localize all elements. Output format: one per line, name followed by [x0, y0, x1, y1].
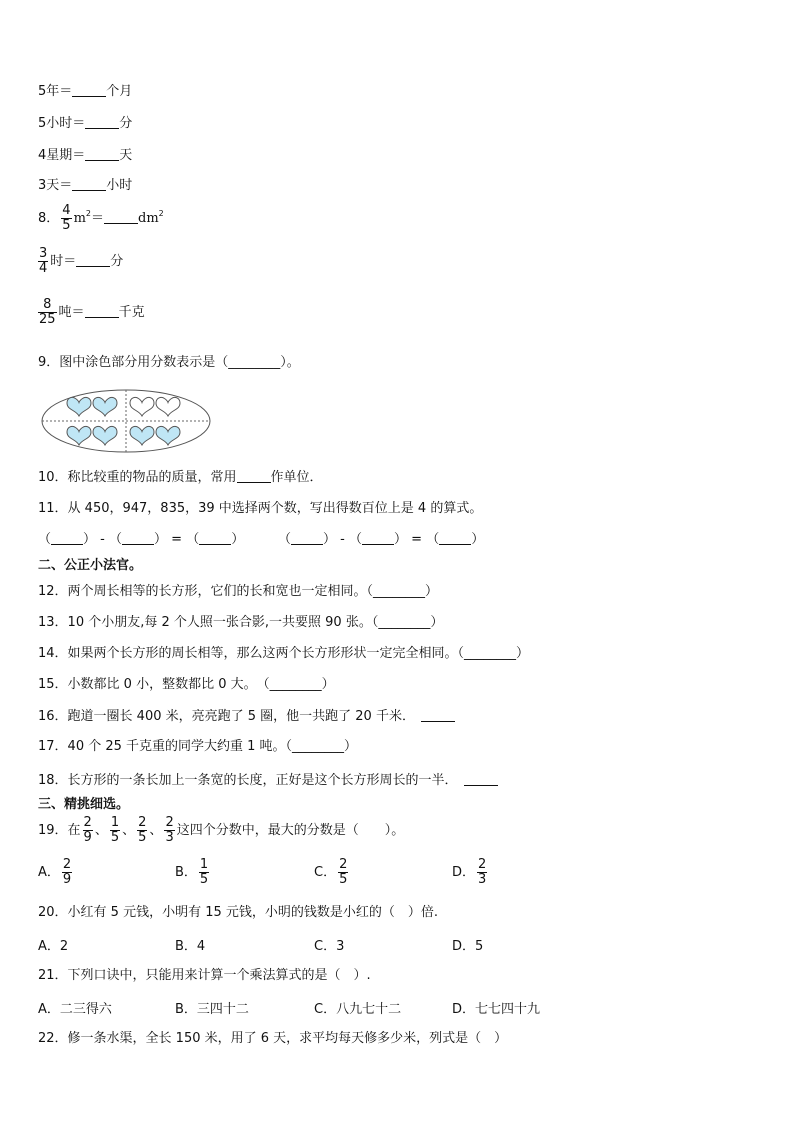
conv-line-2: [38, 114, 132, 133]
question-text: 18．长方形的一条长加上一条宽的长度，正好是这个长方形周长的一半．: [38, 773, 458, 788]
paren-open: （: [38, 532, 52, 547]
minus-sign: -: [96, 532, 109, 547]
conv-2-unit: 分: [119, 116, 133, 131]
fraction-denominator: 25: [39, 312, 56, 327]
fraction-numerator: 8: [43, 297, 52, 312]
fraction-numerator: 3: [39, 246, 48, 261]
option-d[interactable]: D．七七四十九: [452, 1002, 541, 1017]
question-text-end: 作单位．: [270, 470, 323, 485]
answer-blank[interactable]: ________: [228, 355, 281, 370]
answer-blank[interactable]: [85, 114, 119, 129]
unit-text: 吨＝: [58, 305, 85, 320]
fraction-numerator: 2: [138, 815, 147, 830]
paren-open: （: [186, 532, 200, 547]
fraction: [137, 816, 147, 845]
conv-4-text: 3天＝: [38, 178, 73, 193]
paren-open: （: [278, 532, 292, 547]
heart-empty-icon: [130, 397, 154, 416]
answer-blank[interactable]: [464, 771, 498, 786]
answer-blank[interactable]: [421, 707, 455, 722]
answer-blank[interactable]: [122, 530, 154, 545]
question-text-end: ）。: [280, 355, 300, 370]
heart-filled-icon: [93, 397, 117, 416]
option-a[interactable]: A．2: [38, 939, 69, 954]
question-text: 10．称比较重的物品的质量，常用: [38, 470, 237, 485]
question-8b: [38, 247, 123, 276]
conv-line-4: [38, 176, 132, 195]
answer-blank[interactable]: [51, 530, 83, 545]
paren-open: （: [349, 532, 363, 547]
equals-sign: ＝: [90, 211, 104, 226]
answer-blank[interactable]: [237, 468, 271, 483]
question-8a: [38, 204, 164, 233]
question-19: [38, 816, 404, 845]
option-c[interactable]: [314, 858, 350, 887]
option-b[interactable]: [175, 858, 211, 887]
unit-text: m: [73, 211, 86, 226]
fraction: [62, 858, 72, 887]
question-number: 8．: [38, 211, 60, 226]
fraction-denominator: 5: [110, 830, 120, 845]
question-22: 22．修一条水渠，全长 150 米，用了 6 天，求平均每天修多少米，列式是（ ）: [38, 1031, 508, 1046]
question-text-end: 这四个分数中，最大的分数是（ ）。: [176, 823, 405, 838]
fraction: [164, 816, 174, 845]
heart-filled-icon: [67, 397, 91, 416]
answer-blank[interactable]: [72, 82, 106, 97]
paren-close: ）: [471, 532, 485, 547]
conv-3-unit: 天: [119, 148, 133, 163]
paren-close: ）: [231, 532, 245, 547]
question-11: 11．从 450，947，835，39 中选择两个数，写出得数百位上是 4 的算式。: [38, 501, 483, 516]
conv-4-unit: 小时: [106, 178, 133, 193]
option-label: C．: [314, 865, 337, 880]
question-20: 20．小红有 5 元钱，小明有 15 元钱，小明的钱数是小红的（ ）倍.: [38, 905, 439, 920]
question-16: [38, 707, 455, 726]
option-b[interactable]: B．4: [175, 939, 206, 954]
paren-close: ）: [154, 532, 168, 547]
heart-filled-icon: [93, 426, 117, 445]
option-d[interactable]: D．5: [452, 939, 484, 954]
heart-empty-icon: [156, 397, 180, 416]
unit-superscript: 2: [158, 209, 164, 218]
heart-filled-icon: [156, 426, 180, 445]
fraction-numerator: 2: [478, 857, 487, 872]
unit-text: dm: [138, 211, 159, 226]
fraction: [61, 204, 71, 233]
fraction-numerator: 1: [110, 815, 120, 830]
fraction-numerator: 2: [339, 857, 348, 872]
question-10: [38, 468, 323, 487]
option-a[interactable]: [38, 858, 74, 887]
fraction-numerator: 2: [165, 815, 174, 830]
heart-filled-icon: [130, 426, 154, 445]
unit-text: 分: [110, 254, 124, 269]
fraction-denominator: 3: [165, 830, 174, 845]
fraction: [38, 247, 48, 276]
paren-open: （: [109, 532, 123, 547]
question-11-expression-2: [278, 530, 484, 549]
answer-blank[interactable]: [85, 146, 119, 161]
question-8c: [38, 298, 145, 327]
fraction-denominator: 9: [62, 872, 72, 887]
equals-sign: =: [407, 532, 427, 547]
fraction-denominator: 9: [83, 830, 92, 845]
option-a[interactable]: A．二三得六: [38, 1002, 112, 1017]
paren-close: ）: [83, 532, 97, 547]
answer-blank[interactable]: [439, 530, 471, 545]
fraction-numerator: 2: [62, 857, 72, 872]
option-label: B．: [175, 865, 197, 880]
conv-3-text: 4星期＝: [38, 148, 86, 163]
conv-1-text: 5年＝: [38, 84, 73, 99]
separator: 、: [94, 823, 108, 838]
section-heading-3: 三、精挑细选。: [38, 797, 130, 812]
fraction: [477, 858, 487, 887]
fraction-denominator: 5: [138, 830, 147, 845]
answer-blank[interactable]: [76, 252, 110, 267]
fraction-denominator: 5: [62, 218, 71, 233]
option-b[interactable]: B．三四十二: [175, 1002, 249, 1017]
question-14: 14．如果两个长方形的周长相等，那么这两个长方形形状一定完全相同。（________）: [38, 646, 530, 661]
option-d[interactable]: [452, 858, 489, 887]
unit-text: 千克: [118, 305, 145, 320]
fraction: [199, 858, 209, 887]
section-heading-2: 二、公正小法官。: [38, 558, 143, 573]
conv-line-1: [38, 82, 132, 101]
question-9: [38, 354, 300, 372]
minus-sign: -: [336, 532, 349, 547]
question-18: [38, 771, 498, 790]
fraction-numerator: 4: [62, 203, 71, 218]
fraction-numerator: 1: [199, 857, 209, 872]
answer-blank[interactable]: [72, 176, 106, 191]
fraction-denominator: 5: [199, 872, 209, 887]
option-label: D．: [452, 865, 476, 880]
separator: 、: [122, 823, 136, 838]
fraction: [338, 858, 348, 887]
fraction-denominator: 3: [478, 872, 487, 887]
unit-superscript: 2: [85, 209, 91, 218]
fraction-denominator: 4: [39, 261, 48, 276]
question-12: 12．两个周长相等的长方形，它们的长和宽也一定相同。（________）: [38, 584, 439, 599]
paren-open: （: [426, 532, 440, 547]
answer-blank[interactable]: [104, 209, 138, 224]
fraction: [110, 816, 120, 845]
fraction-denominator: 5: [339, 872, 348, 887]
fraction-numerator: 2: [83, 815, 92, 830]
heart-ellipse-figure: [40, 388, 212, 454]
fraction: [83, 816, 93, 845]
conv-2-text: 5小时＝: [38, 116, 86, 131]
fraction: [38, 298, 57, 327]
question-text: 16．跑道一圈长 400 米，亮亮跑了 5 圈，他一共跑了 20 千米．: [38, 709, 415, 724]
question-15: 15．小数都比 0 小，整数都比 0 大。 （________）: [38, 677, 335, 692]
heart-filled-icon: [67, 426, 91, 445]
separator: 、: [149, 823, 163, 838]
paren-close: ）: [323, 532, 337, 547]
option-label: A．: [38, 865, 60, 880]
answer-blank[interactable]: [199, 530, 231, 545]
question-11-expression-1: [38, 530, 244, 549]
question-13: 13．10 个小朋友,每 2 个人照一张合影,一共要照 90 张。（________）: [38, 615, 444, 630]
option-c[interactable]: C．八九七十二: [314, 1002, 402, 1017]
conv-1-unit: 个月: [106, 84, 133, 99]
unit-text: 时＝: [50, 254, 77, 269]
question-text: 9．图中涂色部分用分数表示是（: [38, 355, 229, 370]
answer-blank[interactable]: [362, 530, 394, 545]
paren-close: ）: [394, 532, 408, 547]
option-c[interactable]: C．3: [314, 939, 345, 954]
answer-blank[interactable]: [291, 530, 323, 545]
question-text: 19．在: [38, 823, 81, 838]
equals-sign: =: [167, 532, 187, 547]
answer-blank[interactable]: [85, 303, 119, 318]
conv-line-3: [38, 146, 132, 165]
question-21: 21．下列口诀中，只能用来计算一个乘法算式的是（ ）.: [38, 968, 371, 983]
question-17: 17．40 个 25 千克重的同学大约重 1 吨。（________）: [38, 739, 358, 754]
